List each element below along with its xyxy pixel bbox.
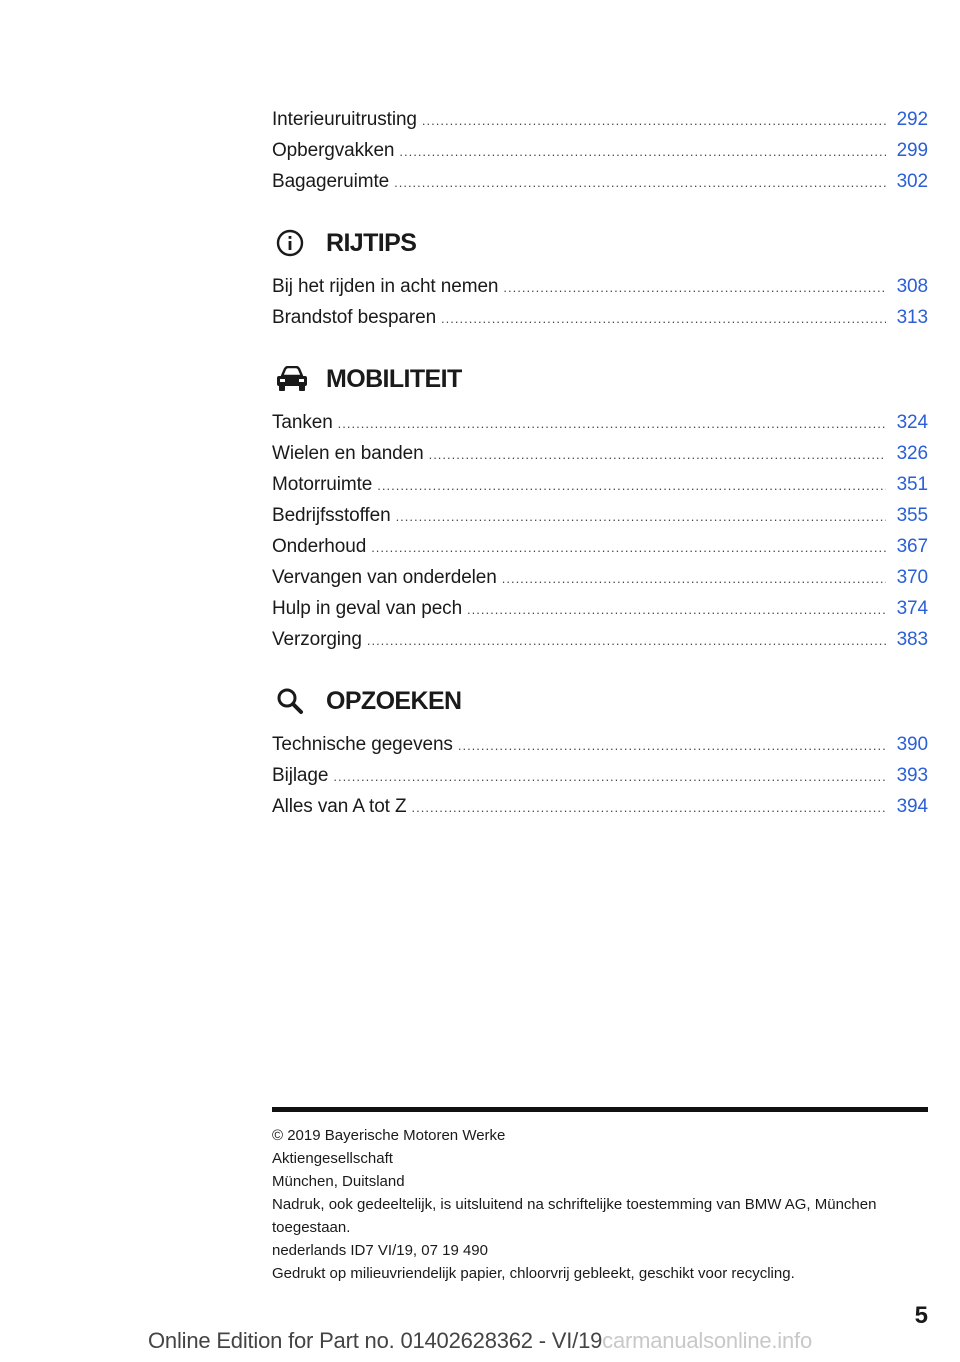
toc-page-link[interactable]: 370 xyxy=(896,567,928,588)
toc-page-link[interactable]: 367 xyxy=(896,536,928,557)
section-heading xyxy=(272,223,928,263)
toc-entry-title: Bijlage xyxy=(272,765,329,786)
toc-leader-dots xyxy=(467,594,886,625)
search-icon xyxy=(276,681,316,721)
toc-page-link[interactable]: 308 xyxy=(896,276,928,297)
toc-entry[interactable] xyxy=(272,271,928,302)
toc-leader-dots xyxy=(394,167,886,198)
toc-entry[interactable] xyxy=(272,624,928,655)
info-icon xyxy=(276,223,316,263)
toc-leader-dots xyxy=(338,408,886,439)
toc-entry-title: Opbergvakken xyxy=(272,140,395,161)
toc-leader-dots xyxy=(503,272,886,303)
page-number: 5 xyxy=(914,1302,928,1329)
toc-entry-title: Interieuruitrusting xyxy=(272,109,417,130)
imprint-location: München, Duitsland xyxy=(272,1173,405,1190)
edition-text: Online Edition for Part no. 01402628362 - VI/19 xyxy=(148,1328,603,1353)
toc-entry[interactable] xyxy=(272,760,928,791)
section-heading xyxy=(272,681,928,721)
imprint-edition-code: nederlands ID7 VI/19, 07 19 490 xyxy=(272,1242,488,1259)
imprint-paper-notice: Gedrukt op milieuvriendelijk papier, chloorvrij gebleekt, geschikt voor recycling. xyxy=(272,1265,795,1282)
toc-page-link[interactable]: 355 xyxy=(896,505,928,526)
section-title: RIJTIPS xyxy=(326,228,417,257)
toc-entry-title: Motorruimte xyxy=(272,474,373,495)
toc-page-link[interactable]: 393 xyxy=(896,765,928,786)
toc-page-link[interactable]: 299 xyxy=(896,140,928,161)
toc-leader-dots xyxy=(458,730,886,761)
toc-entry-title: Alles van A tot Z xyxy=(272,796,407,817)
toc-leader-dots xyxy=(441,303,886,334)
toc-leader-dots xyxy=(371,532,886,563)
toc-group-top xyxy=(272,104,928,197)
toc-page-link[interactable]: 324 xyxy=(896,412,928,433)
toc-page-link[interactable]: 326 xyxy=(896,443,928,464)
toc-leader-dots xyxy=(367,625,886,656)
imprint-copyright: © 2019 Bayerische Motoren Werke xyxy=(272,1127,506,1144)
toc-entry-title: Vervangen van onderdelen xyxy=(272,567,497,588)
toc-entry-title: Brandstof besparen xyxy=(272,307,437,328)
toc-page-link[interactable]: 302 xyxy=(896,171,928,192)
imprint-company: Aktiengesellschaft xyxy=(272,1150,393,1167)
car-icon xyxy=(276,359,316,399)
toc-entry-title: Onderhoud xyxy=(272,536,367,557)
toc-leader-dots xyxy=(377,470,886,501)
toc-entry-title: Bedrijfsstoffen xyxy=(272,505,391,526)
toc-leader-dots xyxy=(429,439,886,470)
toc-entry-title: Bij het rijden in acht nemen xyxy=(272,276,499,297)
toc-entry[interactable] xyxy=(272,500,928,531)
toc-entry-title: Verzorging xyxy=(272,629,362,650)
toc-entry[interactable] xyxy=(272,562,928,593)
toc-page-link[interactable]: 292 xyxy=(896,109,928,130)
toc-entry[interactable] xyxy=(272,302,928,333)
toc-entry-title: Wielen en banden xyxy=(272,443,424,464)
section-title: MOBILITEIT xyxy=(326,364,462,393)
toc-entry-title: Technische gegevens xyxy=(272,734,453,755)
toc-leader-dots xyxy=(412,792,886,823)
imprint xyxy=(272,1124,928,1285)
imprint-divider xyxy=(272,1107,928,1112)
section-heading xyxy=(272,359,928,399)
toc-entry[interactable] xyxy=(272,593,928,624)
watermark-text: carmanualsonline.info xyxy=(602,1328,812,1353)
toc-leader-dots xyxy=(399,136,886,167)
toc-entry-title: Tanken xyxy=(272,412,333,433)
section-title: OPZOEKEN xyxy=(326,686,462,715)
toc-page-link[interactable]: 351 xyxy=(896,474,928,495)
toc-entry[interactable] xyxy=(272,469,928,500)
toc-entry[interactable] xyxy=(272,791,928,822)
toc-section-rijtips xyxy=(272,223,928,333)
toc-leader-dots xyxy=(422,105,886,136)
toc-section-mobiliteit xyxy=(272,359,928,655)
toc-leader-dots xyxy=(333,761,886,792)
toc-leader-dots xyxy=(396,501,886,532)
table-of-contents xyxy=(272,104,928,822)
toc-entry[interactable] xyxy=(272,438,928,469)
toc-page-link[interactable]: 394 xyxy=(896,796,928,817)
toc-entry[interactable] xyxy=(272,135,928,166)
toc-entry[interactable] xyxy=(272,166,928,197)
toc-page-link[interactable]: 390 xyxy=(896,734,928,755)
toc-leader-dots xyxy=(502,563,886,594)
toc-page-link[interactable]: 383 xyxy=(896,629,928,650)
toc-entry[interactable] xyxy=(272,407,928,438)
toc-entry[interactable] xyxy=(272,531,928,562)
toc-entry-title: Bagageruimte xyxy=(272,171,390,192)
toc-entry-title: Hulp in geval van pech xyxy=(272,598,463,619)
toc-entry[interactable] xyxy=(272,104,928,135)
toc-page-link[interactable]: 313 xyxy=(896,307,928,328)
edition-footer xyxy=(0,1328,960,1354)
toc-page-link[interactable]: 374 xyxy=(896,598,928,619)
toc-section-opzoeken xyxy=(272,681,928,822)
toc-entry[interactable] xyxy=(272,729,928,760)
imprint-reprint-notice: Nadruk, ook gedeeltelijk, is uitsluitend na schriftelijke toestemming van BMW AG, München toegestaan. xyxy=(272,1196,877,1236)
